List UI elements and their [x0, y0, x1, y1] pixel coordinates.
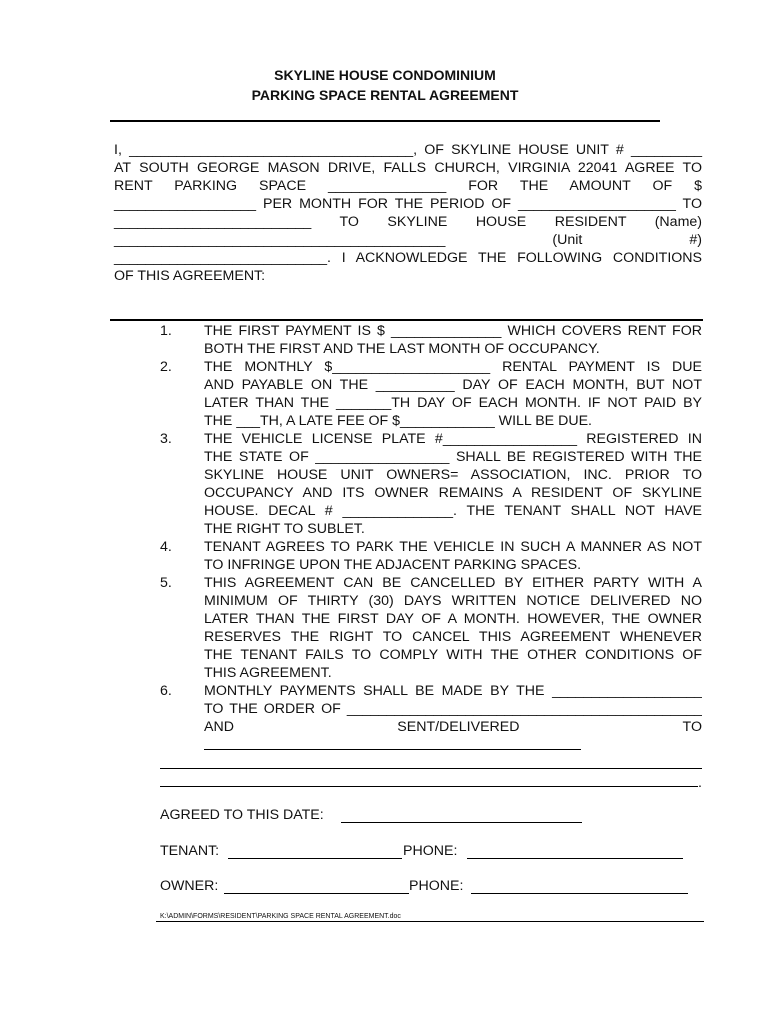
intro-line-5: _________________________ TO SKYLINE HOUSE RESIDENT (Name): [114, 214, 702, 230]
section-divider: [110, 319, 703, 321]
item-number: 4.: [160, 539, 172, 555]
condition-item-3: [204, 430, 702, 538]
document-subtitle: PARKING SPACE RENTAL AGREEMENT: [251, 87, 519, 103]
item-line: AND PAYABLE ON THE __________ DAY OF EACH MONTH, BUT NOT: [204, 377, 702, 393]
condition-item-6: [204, 682, 702, 736]
intro-line-8: OF THIS AGREEMENT:: [114, 268, 266, 284]
intro-line-2: AT SOUTH GEORGE MASON DRIVE, FALLS CHURCH, VIRGINIA 22041 AGREE TO: [114, 160, 702, 176]
tenant-phone-label: PHONE:: [403, 843, 458, 859]
item-number: 6.: [160, 683, 172, 699]
item-number: 2.: [160, 359, 172, 375]
item-line: BOTH THE FIRST AND THE LAST MONTH OF OCCUPANCY.: [204, 341, 600, 357]
intro-line-6: __________________________________________ (Unit #): [114, 232, 702, 248]
item-line: AND SENT/DELIVERED TO: [204, 719, 702, 735]
document-title: SKYLINE HOUSE CONDOMINIUM: [274, 67, 496, 83]
item-line: RESERVES THE RIGHT TO CANCEL THIS AGREEMENT WHENEVER: [204, 629, 702, 645]
owner-signature-field[interactable]: [224, 893, 409, 894]
agreed-date-field[interactable]: [341, 822, 582, 823]
item-line: THE STATE OF _________________ SHALL BE REGISTERED WITH THE: [204, 449, 702, 465]
item-line: THE ___TH, A LATE FEE OF $____________ WILL BE DUE.: [204, 413, 592, 429]
tenant-label: TENANT:: [160, 843, 220, 859]
item-line: TO THE ORDER OF _____________________________________________: [204, 701, 702, 717]
agreed-date-label: AGREED TO THIS DATE:: [160, 807, 324, 823]
item-line: LATER THAN THE _______TH DAY OF EACH MONTH. IF NOT PAID BY: [204, 395, 702, 411]
address-blank-line[interactable]: [204, 749, 581, 750]
address-blank-line[interactable]: [160, 768, 702, 769]
condition-item-5: [204, 574, 702, 682]
owner-label: OWNER:: [160, 878, 219, 894]
item-line: HOUSE. DECAL # ______________. THE TENANT SHALL NOT HAVE: [204, 503, 702, 519]
item-line: THIS AGREEMENT CAN BE CANCELLED BY EITHER PARTY WITH A: [204, 575, 702, 591]
item-line: MONTHLY PAYMENTS SHALL BE MADE BY THE ___________________: [204, 683, 702, 699]
item-line: LATER THAN THE FIRST DAY OF A MONTH. HOWEVER, THE OWNER: [204, 611, 702, 627]
tenant-signature-field[interactable]: [228, 858, 402, 859]
intro-line-3: RENT PARKING SPACE _______________ FOR THE AMOUNT OF $: [114, 178, 702, 194]
owner-phone-label: PHONE:: [409, 878, 464, 894]
item-line: THE MONTHLY $____________________ RENTAL PAYMENT IS DUE: [204, 359, 702, 375]
item-number: 5.: [160, 575, 172, 591]
title-divider: [110, 120, 660, 122]
condition-item-2: [204, 358, 702, 430]
item-number: 3.: [160, 431, 172, 447]
period-mark: .: [698, 775, 702, 791]
address-blank-line[interactable]: [160, 786, 698, 787]
tenant-phone-field[interactable]: [467, 858, 683, 859]
item-line: TO INFRINGE UPON THE ADJACENT PARKING SPACES.: [204, 557, 582, 573]
intro-line-7: ___________________________. I ACKNOWLEDGE THE FOLLOWING CONDITIONS: [114, 250, 702, 266]
item-line: THIS AGREEMENT.: [204, 665, 332, 681]
item-line: THE TENANT FAILS TO COMPLY WITH THE OTHER CONDITIONS OF: [204, 647, 702, 663]
intro-line-1: I, ____________________________________, OF SKYLINE HOUSE UNIT # _________: [114, 142, 702, 158]
file-path-footer: K:\ADMIN\FORMS\RESIDENT\PARKING SPACE RENTAL AGREEMENT.doc: [160, 913, 401, 920]
intro-line-4: __________________ PER MONTH FOR THE PERIOD OF ____________________ TO: [114, 196, 702, 212]
item-line: THE VEHICLE LICENSE PLATE #_________________ REGISTERED IN: [204, 431, 702, 447]
item-line: SKYLINE HOUSE UNIT OWNERS= ASSOCIATION, INC. PRIOR TO: [204, 467, 702, 483]
item-number: 1.: [160, 323, 172, 339]
condition-item-4: [204, 538, 702, 574]
owner-phone-field[interactable]: [471, 893, 688, 894]
footer-divider: [156, 921, 704, 922]
item-line: MINIMUM OF THIRTY (30) DAYS WRITTEN NOTICE DELIVERED NO: [204, 593, 702, 609]
item-line: THE RIGHT TO SUBLET.: [204, 521, 365, 537]
item-line: OCCUPANCY AND ITS OWNER REMAINS A RESIDENT OF SKYLINE: [204, 485, 702, 501]
item-line: TENANT AGREES TO PARK THE VEHICLE IN SUCH A MANNER AS NOT: [204, 539, 702, 555]
condition-item-1: [204, 322, 702, 358]
item-line: THE FIRST PAYMENT IS $ ______________ WHICH COVERS RENT FOR: [204, 323, 702, 339]
